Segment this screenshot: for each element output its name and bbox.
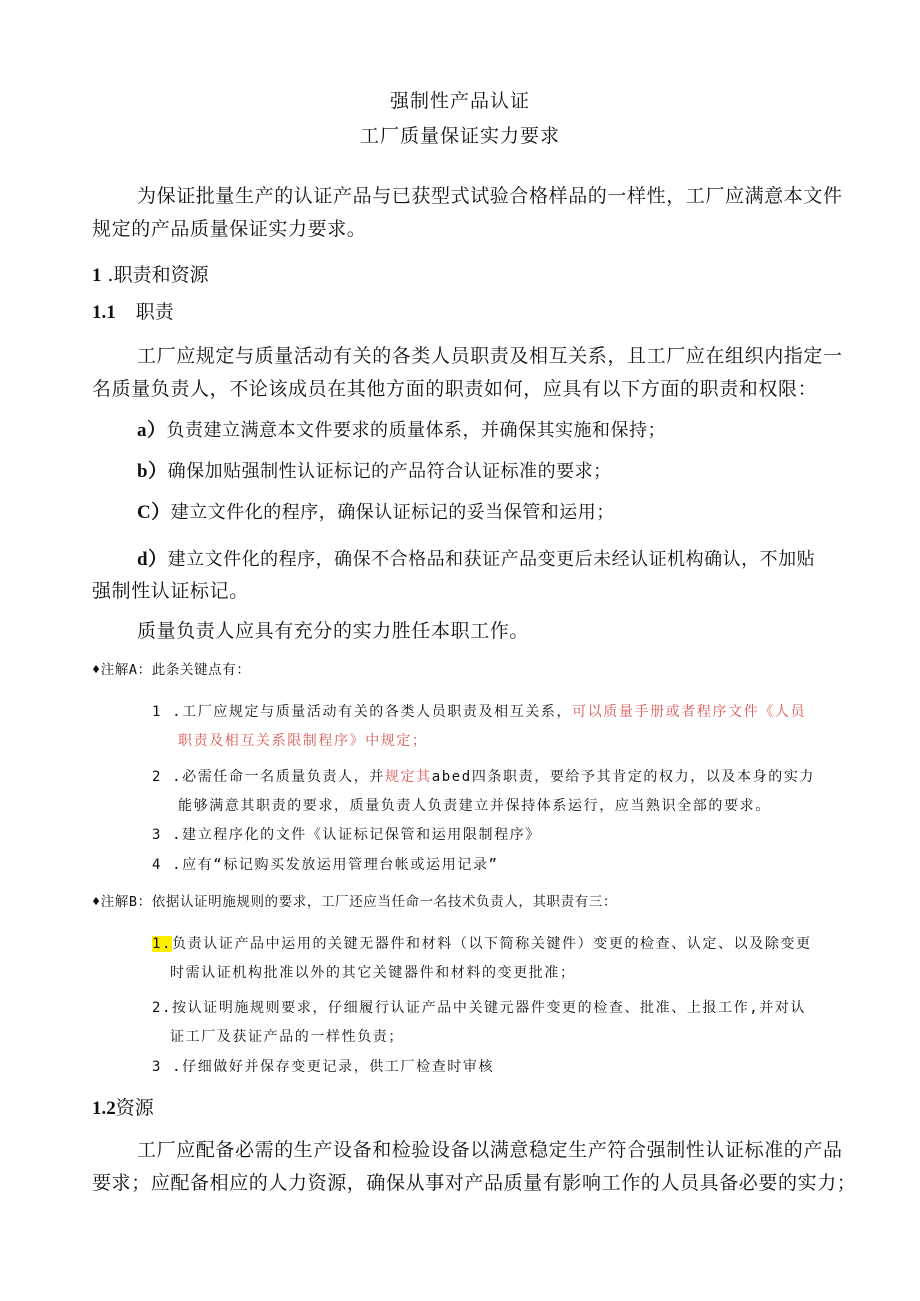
note-b-item-1-num: 1. [152,936,173,952]
note-a-item-2-line-2: 能够满意其职责的要求，质量负责人负责建立并保持体系运行，应当熟识全部的要求。 [178,798,771,814]
note-a-item-2-text: .必需任命一名质量负责人，并 [172,769,385,785]
note-b-label: ♦注解B：依据认证明施规则的要求，工厂还应当任命一名技术负责人，其职责有三： [92,894,618,910]
section-1-2-title: 资源 [115,1097,154,1119]
section-1-1-closing: 质量负责人应具有充分的实力胜任本职工作。 [137,620,530,642]
intro-line-2: 规定的产品质量保证实力要求。 [92,218,367,240]
list-item-d [137,544,815,571]
note-a-item-2-text-after: abed四条职责，要给予其肯定的权力，以及本身的实力 [431,769,816,785]
note-a-item-2-red-text: 规定其 [384,769,432,785]
section-1-1-heading [92,297,174,324]
note-b-item-2-text: .按认证明施规则要求，仔细履行认证产品中关键元器件变更的检查、批准、上报工作,并对认 [162,1000,807,1016]
list-item-b [137,456,612,483]
document-subtitle: 工厂质量保证实力要求 [359,125,560,147]
list-item-b-mark: b） [137,461,168,482]
note-a-item-1-red-text: 可以质量手册或者程序文件《人员 [572,704,807,720]
section-1-number: 1 [92,265,102,286]
note-a-item-2 [152,763,815,792]
note-a-item-3 [152,821,541,850]
note-b-item-2-num: 2 [152,1000,163,1016]
section-1-1-number: 1.1 [92,302,116,323]
note-a-item-4-text: .应有“标记购买发放运用管理台帐或运用记录” [172,857,499,873]
list-item-c-text: 建立文件化的程序，确保认证标记的妥当保管和运用； [170,502,615,523]
section-1-title: .职责和资源 [107,264,209,286]
section-1-1-para-line-1: 工厂应规定与质量活动有关的各类人员职责及相互关系，且工厂应在组织内指定一 [137,345,843,367]
note-b-item-1-line-2: 时需认证机构批准以外的其它关键器件和材料的变更批准； [170,965,576,981]
list-item-b-text: 确保加贴强制性认证标记的产品符合认证标准的要求； [167,461,612,482]
note-b-item-3-num: 3 [152,1059,163,1075]
note-a-item-1-num: 1 [152,704,163,720]
note-a-item-4-num: 4 [152,857,163,873]
section-1-2-para-line-2: 要求；应配备相应的人力资源，确保从事对产品质量有影响工作的人员具备必要的实力； [92,1172,857,1194]
note-b-item-1 [152,930,812,959]
section-1-2-para-line-1: 工厂应配备必需的生产设备和检验设备以满意稳定生产符合强制性认证标准的产品 [137,1139,843,1161]
section-1-2-heading [92,1093,154,1120]
list-item-d-mark: d） [137,549,168,570]
note-b-item-2-line-2: 证工厂及获证产品的一样性负责； [170,1029,404,1045]
note-a-item-3-text: .建立程序化的文件《认证标记保管和运用限制程序》 [172,827,541,843]
list-item-c [137,497,615,524]
list-item-d-line-2: 强制性认证标记。 [92,580,249,602]
note-a-item-3-num: 3 [152,827,163,843]
list-item-a-mark: a） [137,420,167,441]
note-a-item-1-text: .工厂应规定与质量活动有关的各类人员职责及相互关系， [172,704,573,720]
note-b-item-3 [152,1053,494,1082]
note-a-label: ♦注解A：此条关键点有： [92,662,251,678]
note-a-item-4 [152,851,499,880]
list-item-a-text: 负责建立满意本文件要求的质量体系，并确保其实施和保持； [166,420,667,441]
section-1-heading [92,260,209,287]
note-a-item-1 [152,698,806,727]
note-b-item-3-text: .仔细做好并保存变更记录，供工厂检查时审核 [172,1059,495,1075]
note-a-item-2-num: 2 [152,769,163,785]
list-item-c-mark: C） [137,502,171,523]
section-1-1-para-line-2: 名质量负责人，不论该成员在其他方面的职责如何，应具有以下方面的职责和权限： [92,378,818,400]
list-item-a [137,415,666,442]
section-1-1-title: 职责 [135,301,174,323]
document-title: 强制性产品认证 [389,90,530,112]
list-item-d-text: 建立文件化的程序，确保不合格品和获证产品变更后未经认证机构确认，不加贴 [167,549,816,570]
section-1-2-number: 1.2 [92,1098,116,1119]
note-a-item-1-line-2: 职责及相互关系限制程序》中规定； [178,733,428,749]
note-b-item-1-text: 负责认证产品中运用的关键无器件和材料（以下简称关键件）变更的检查、认定、以及除变更 [172,936,812,952]
note-b-item-2 [152,994,806,1023]
intro-line-1: 为保证批量生产的认证产品与已获型式试验合格样品的一样性，工厂应满意本文件 [137,185,843,207]
